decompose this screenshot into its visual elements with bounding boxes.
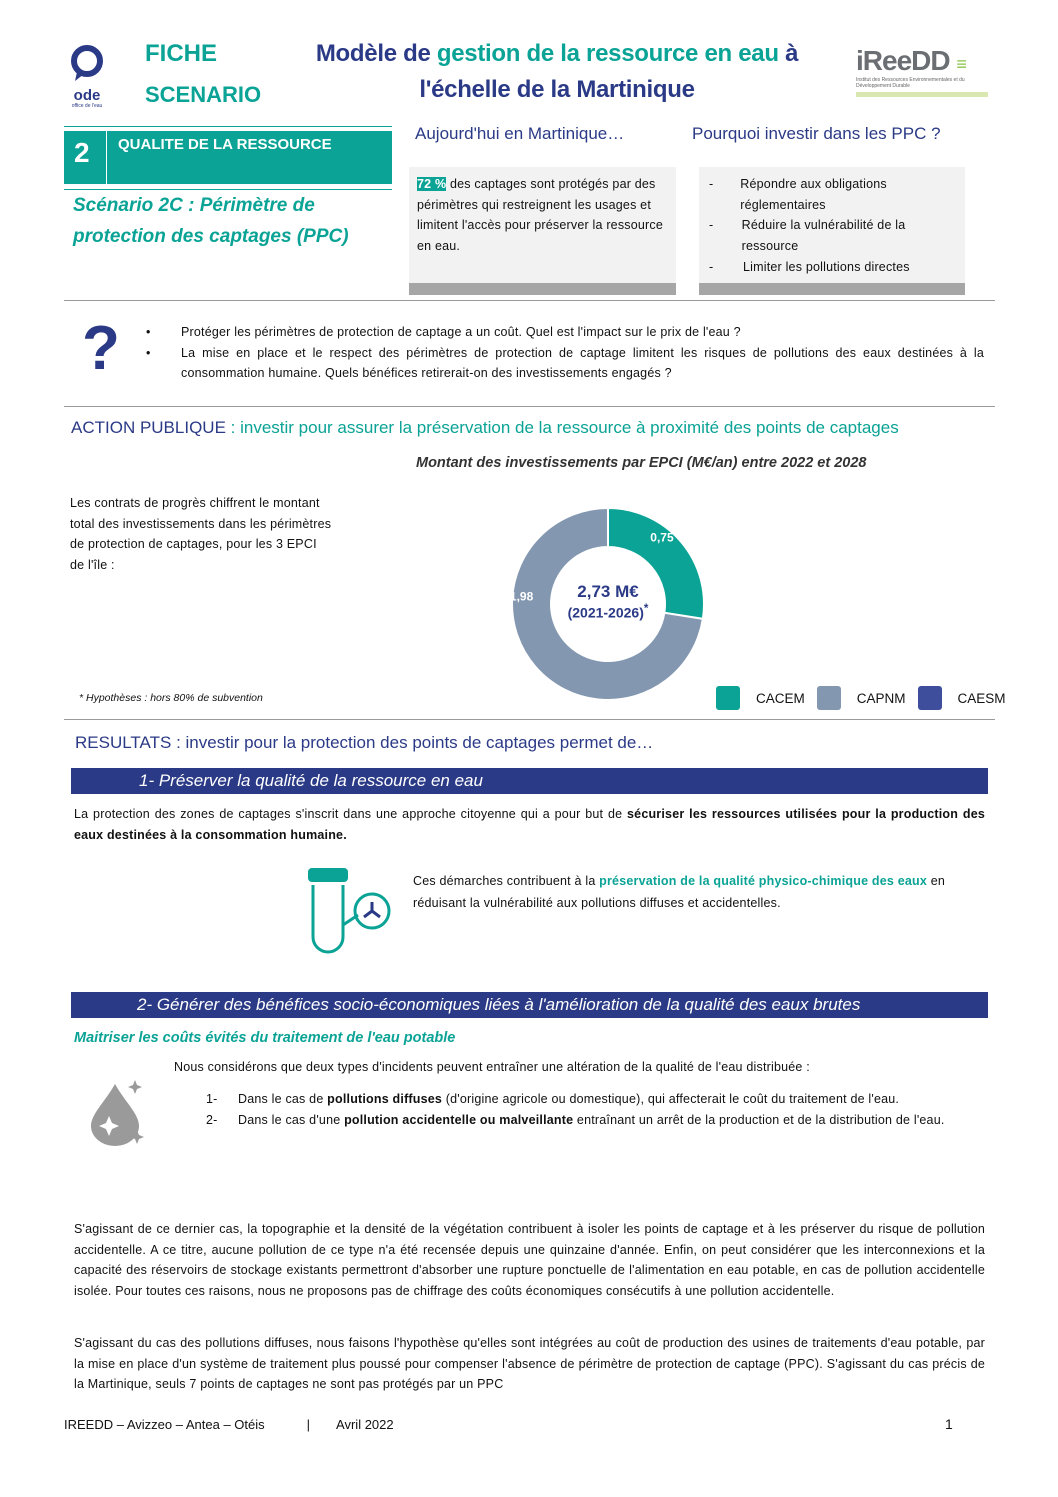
why-item-text: Réduire la vulnérabilité de la ressource [741,218,906,254]
action-text: : investir pour assurer la préservation de la ressource à proximité des points de captages [225,418,899,437]
ode-logo: ode office de l'eau [62,44,112,108]
s1-paragraph2 [413,870,958,914]
action-label: ACTION PUBLIQUE [71,418,226,437]
donut-center-value: 2,73 M€ [577,582,639,601]
donut-center-period: (2021-2026) [567,604,644,621]
title-part: gestion de la ressource en eau [436,40,779,67]
why-box [699,167,965,283]
why-item: - Répondre aux obligations réglementaires [709,174,957,215]
water-drop-icon [85,1078,147,1146]
question-item: • La mise en place et le respect des périmètres de protection de captage limitent les risques de pollutions des eaux destinées à la consommation humaine. Quels bénéfices retirerait-on des investissements engagés ? [146,343,984,384]
question-item: • Protéger les périmètres de protection de captage a un coût. Quel est l'impact sur le prix de l'eau ? [146,322,984,343]
today-box [409,167,676,283]
s1-paragraph [74,804,985,845]
section2-banner: 2- Générer des bénéfices socio-économiques liées à l'amélioration de la qualité des eaux brutes [71,992,988,1018]
section1-banner: 1- Préserver la qualité de la ressource en eau [71,768,988,794]
action-left-text: Les contrats de progrès chiffrent le montant total des investissements dans les périmètres de protection de captages, pour les 3 EPCI de l'île : [70,496,332,573]
ireedd-logo: iReeDD ≡ Institut des Ressources Environnementales et du Développement Durable [856,45,993,97]
legend-label: CACEM [756,690,805,706]
num: 2- [206,1112,218,1127]
ode-logo-icon [67,44,107,84]
text: en réduisant la vulnérabilité aux pollutions diffuses et accidentelles. [413,874,946,910]
legend-label: CAESM [957,690,1006,706]
text: entraînant un arrêt de la production et de la distribution de l'eau. [573,1112,945,1127]
fiche-label: FICHE [145,40,217,67]
text: (d'origine agricole ou domestique), qui affecterait le coût du traitement de l'eau. [442,1092,900,1106]
question-text: Protéger les périmètres de protection de captage a un coût. Quel est l'impact sur le prix de l'eau ? [181,325,741,339]
text: La protection des zones de captages s'inscrit dans une approche citoyenne qui a pour but de [74,807,628,821]
page-title [262,36,852,108]
text: Ces démarches contribuent à la [413,874,600,888]
paragraph-3: S'agissant de ce dernier cas, la topographie et la densité de la végétation contribuent à isoler les points de captage et à les préserver du risque de pollution accidentelle. A ce titre, aucune pollution de ce type n'a été recensée depuis une quinzaine d'année. Enfin, on peut considérer que les interconnexions et la capacité des réservoirs de stockage existants permettront d'absorber une rupture ponctuelle de l'alimentation en eau potable, en cas de pollution accidentelle isolée. Pour toutes ces raisons, nous ne proposons pas de chiffrage des coûts économiques consécutifs à une pollution accidentelle. [74,1222,985,1299]
chart-legend [716,686,1006,710]
text: pollutions diffuses [327,1092,443,1106]
why-item-text: Limiter les pollutions directes [743,259,910,274]
question-text: La mise en place et le respect des périmètres de protection de captage limitent les risques de pollutions des eaux destinées à la consommation humaine. Quels bénéfices retirerait-on des investissements engagés ? [181,345,984,381]
title-part: à [778,40,799,67]
s2-list-item [206,1089,985,1110]
legend-swatch [918,686,942,710]
donut-value-label: 1,98 [509,589,534,604]
s2-list [206,1089,985,1130]
why-heading: Pourquoi investir dans les PPC ? [692,124,941,143]
results-text: : investir pour la protection des points de captages permet de… [171,733,654,752]
donut-center [548,582,668,621]
today-highlight: 72 % [417,177,447,191]
s2-intro: Nous considérons que deux types d'incidents peuvent entraîner une altération de la qualité de l'eau distribuée : [174,1060,810,1074]
text: préservation de la qualité physico-chimique des eaux [599,874,928,888]
title-part: Modèle de [315,40,437,67]
chart-title: Montant des investissements par EPCI (M€/an) entre 2022 et 2028 [416,455,867,471]
scenario-title: Scénario 2C : Périmètre de protection des captages (PPC) [73,195,349,247]
footer [64,1417,394,1432]
today-text: des captages sont protégés par des périmètres qui restreignent les usages et limitent l'accès pour préserver la ressource en eau. [417,177,664,254]
test-tube-icon [300,865,395,957]
text: pollution accidentelle ou malveillante [344,1112,574,1127]
theme-banner [64,131,392,184]
why-item: - Réduire la vulnérabilité de la ressource [709,215,957,256]
s2-subtitle: Maitriser les coûts évités du traitement de l'eau potable [74,1030,456,1046]
legend-swatch [817,686,841,710]
action-heading [71,418,899,438]
num: 1- [206,1092,218,1106]
legend-label: CAPNM [856,690,906,706]
footnote: * Hypothèses : hors 80% de subvention [79,692,263,704]
s2-list-item [206,1110,985,1131]
footer-date: Avril 2022 [336,1417,394,1432]
legend-swatch [716,686,740,710]
text: Dans le cas de [238,1092,328,1106]
donut-center-star: * [643,602,649,615]
theme-label: QUALITE DE LA RESSOURCE [118,136,332,153]
title-part: l'échelle de la Martinique [419,76,695,103]
page-number: 1 [945,1416,953,1432]
text: sécuriser les ressources utilisées pour la production des eaux destinées à la consommation humaine. [74,807,986,842]
why-item-text: Répondre aux obligations réglementaires [740,177,887,212]
today-heading: Aujourd'hui en Martinique… [415,124,625,143]
why-item: - Limiter les pollutions directes [709,257,957,278]
paragraph-4: S'agissant du cas des pollutions diffuses, nous faisons l'hypothèse qu'elles sont intégrées au coût de production des usines de traitements d'eau potable, par la mise en place d'un système de traitement plus poussé pour compenser l'absence de périmètre de protection de captage (PPC). S'agissant du cas précis de la Martinique, seuls 7 points de captages ne sont pas protégés par un PPC [74,1336,985,1392]
results-heading [75,733,653,753]
donut-value-label: 0,75 [650,530,674,545]
footer-separator: | [306,1417,311,1432]
question-mark-icon: ? [82,314,120,383]
text: Dans le cas d'une [238,1112,345,1127]
scenario-label: SCENARIO [145,82,262,107]
results-label: RESULTATS [75,733,172,752]
questions-list [146,322,984,384]
theme-number: 2 [74,137,90,168]
footer-authors: IREEDD – Avizzeo – Antea – Otéis [64,1417,265,1432]
